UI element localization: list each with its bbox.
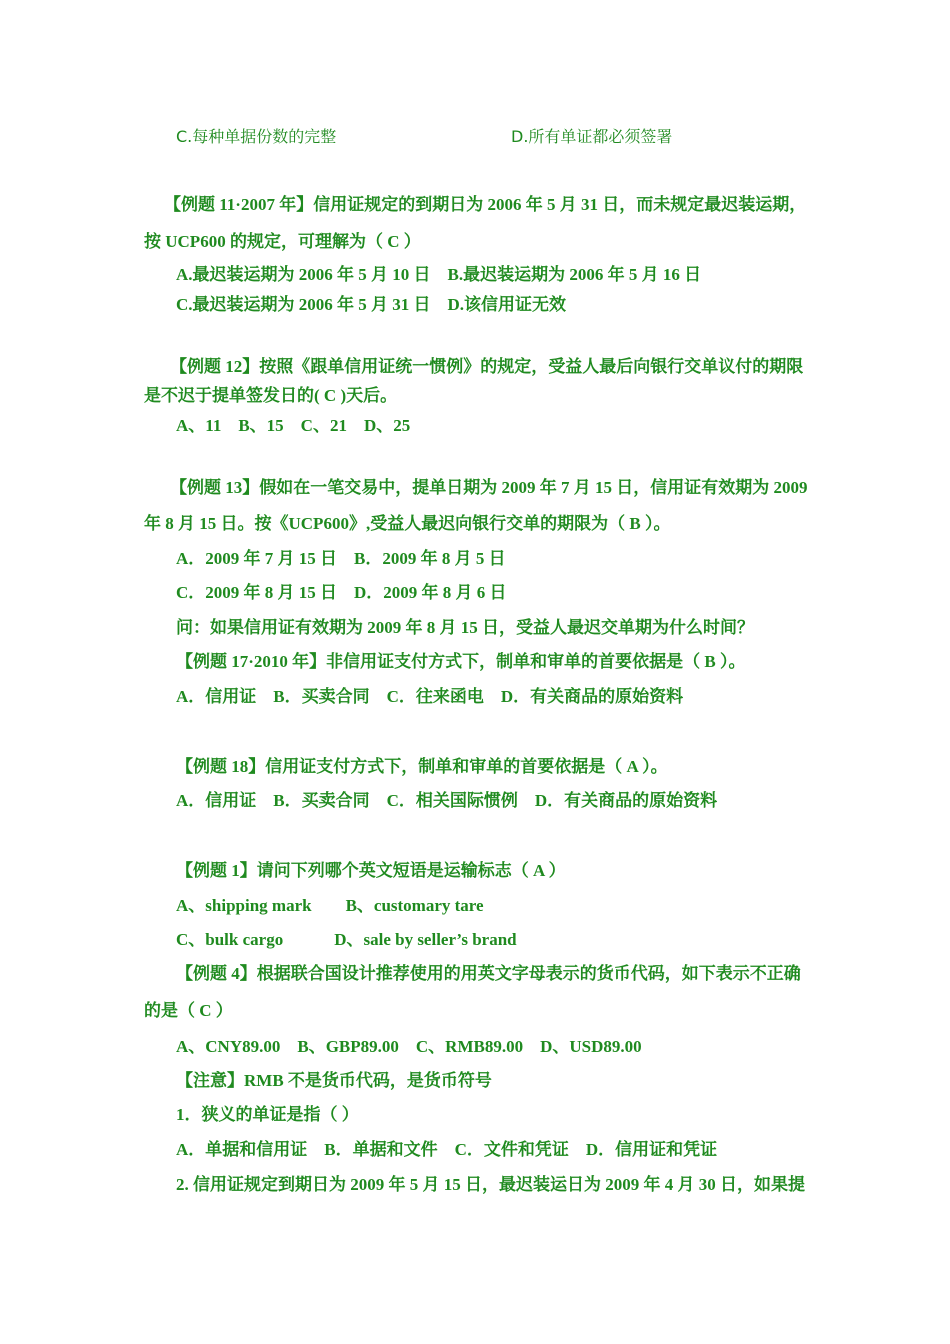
option-d-text: D.所有单证都必须签署 [511, 127, 673, 146]
example-4-question: 【例题 4】根据联合国设计推荐使用的用英文字母表示的货币代码，如下表示不正确 [176, 964, 801, 983]
example-11-options-cd: C.最迟装运期为 2006 年 5 月 31 日 D.该信用证无效 [176, 295, 567, 314]
example-4-question-cont: 的是（ C ） [144, 1001, 233, 1020]
example-13-question: 【例题 13】假如在一笔交易中，提单日期为 2009 年 7 月 15 日，信用证有效期为 2009 [170, 478, 808, 497]
example-17-options: A．信用证 B．买卖合同 C．往来函电 D．有关商品的原始资料 [176, 687, 684, 706]
example-18-options: A．信用证 B．买卖合同 C．相关国际惯例 D．有关商品的原始资料 [176, 791, 718, 810]
question-2: 2. 信用证规定到期日为 2009 年 5 月 15 日，最迟装运日为 2009 年 4 月 30 日，如果提 [176, 1175, 805, 1194]
example-1-options-cd: C、bulk cargo D、sale by seller’s brand [176, 930, 517, 949]
example-11-question: 【例题 11·2007 年】信用证规定的到期日为 2006 年 5 月 31 日，而未规定最迟装运期， [164, 195, 807, 214]
example-13-options-cd: C．2009 年 8 月 15 日 D．2009 年 8 月 6 日 [176, 583, 507, 602]
example-13-question-cont: 年 8 月 15 日。按《UCP600》,受益人最迟向银行交单的期限为（ B ）。 [144, 514, 671, 533]
example-11-question-cont: 按 UCP600 的规定，可理解为（ C ） [144, 232, 421, 251]
example-1-question: 【例题 1】请问下列哪个英文短语是运输标志（ A ） [176, 861, 566, 880]
note-text: 【注意】RMB 不是货币代码，是货币符号 [176, 1071, 492, 1090]
example-4-options: A、CNY89.00 B、GBP89.00 C、RMB89.00 D、USD89.00 [176, 1037, 642, 1056]
example-13-followup: 问：如果信用证有效期为 2009 年 8 月 15 日，受益人最迟交单期为什么时间？ [176, 618, 754, 637]
question-1-options: A．单据和信用证 B．单据和文件 C．文件和凭证 D．信用证和凭证 [176, 1140, 718, 1159]
example-1-options-ab: A、shipping mark B、customary tare [176, 896, 484, 915]
example-18-question: 【例题 18】信用证支付方式下，制单和审单的首要依据是（ A ）。 [176, 757, 668, 776]
option-c-text: C.每种单据份数的完整 [176, 127, 337, 146]
example-12-question: 【例题 12】按照《跟单信用证统一惯例》的规定，受益人最后向银行交单议付的期限 [170, 357, 804, 376]
example-11-options-ab: A.最迟装运期为 2006 年 5 月 10 日 B.最迟装运期为 2006 年 5 月 16 日 [176, 265, 702, 284]
example-12-options: A、11 B、15 C、21 D、25 [176, 416, 411, 435]
example-12-question-cont: 是不迟于提单签发日的( C )天后。 [144, 386, 398, 405]
example-13-options-ab: A．2009 年 7 月 15 日 B．2009 年 8 月 5 日 [176, 549, 506, 568]
question-1: 1．狭义的单证是指（ ） [176, 1105, 359, 1124]
example-17-question: 【例题 17·2010 年】非信用证支付方式下，制单和审单的首要依据是（ B ）。 [176, 652, 746, 671]
